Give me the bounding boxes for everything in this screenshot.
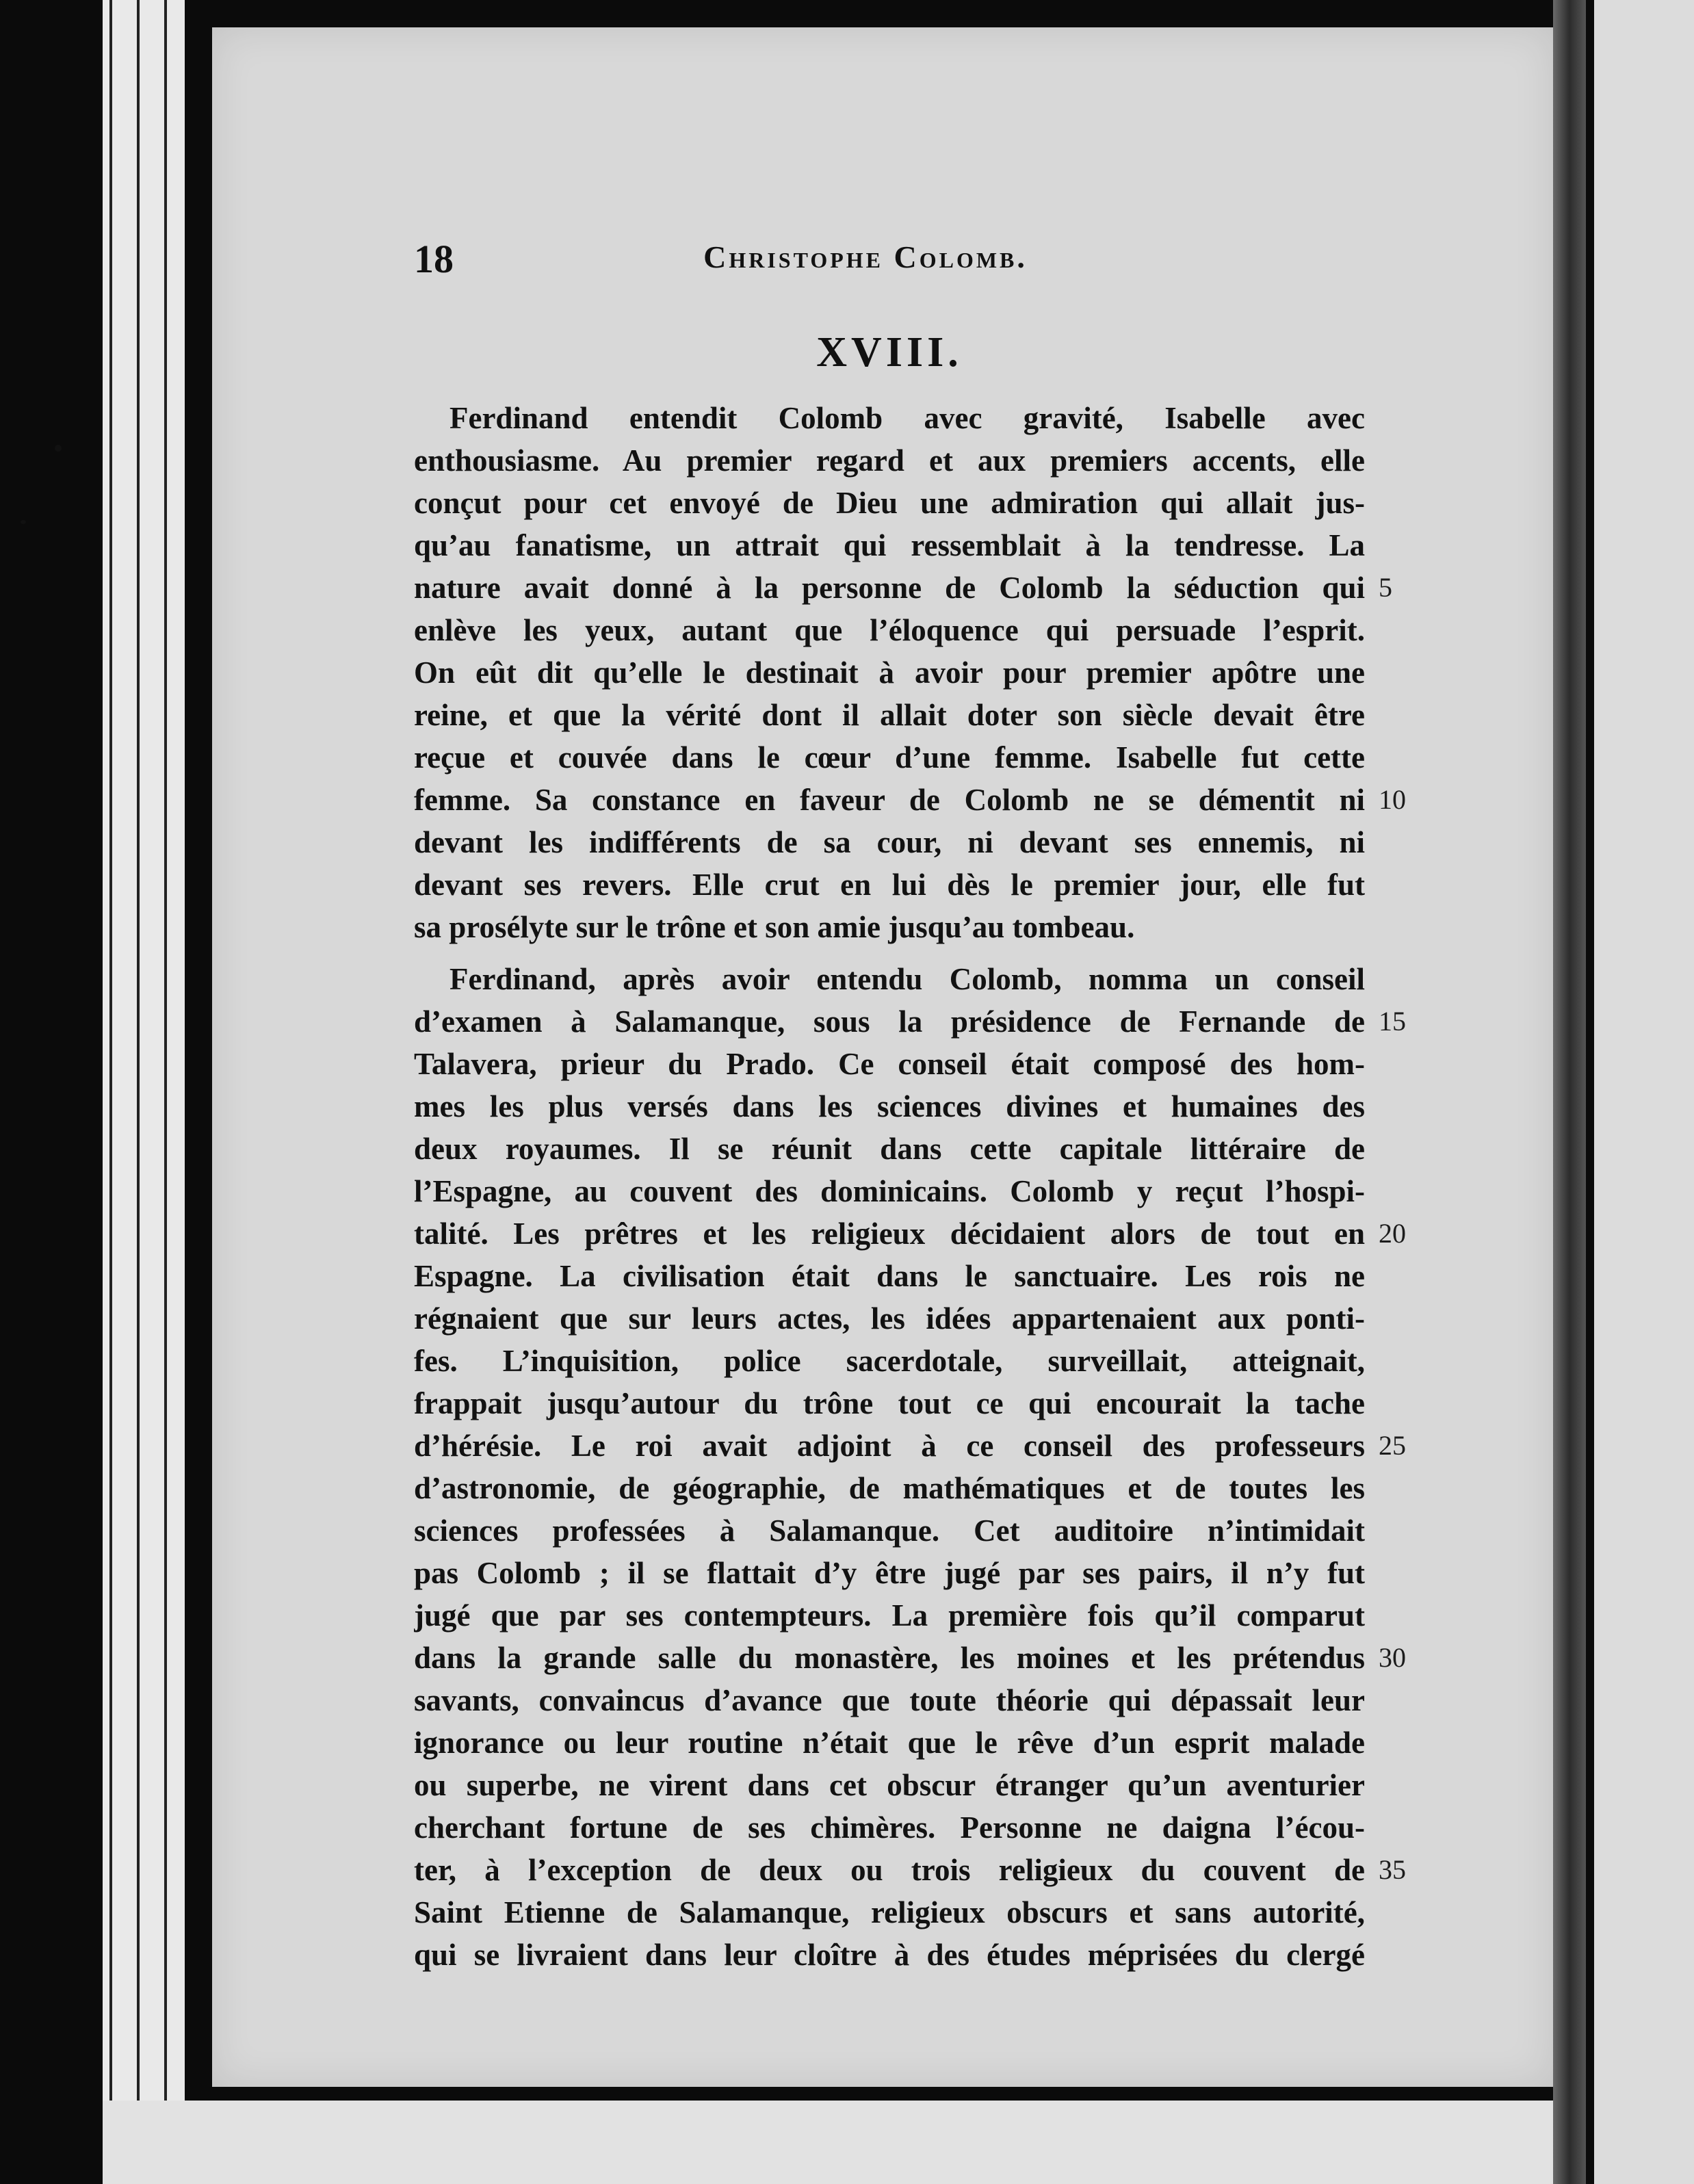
text-line: d’hérésie. Le roi avait adjoint à ce conseil des professeurs [414, 1429, 1365, 1463]
scan-edge-line [137, 0, 140, 2184]
running-title: Christophe Colomb. [703, 239, 1028, 274]
text-line: reçue et couvée dans le cœur d’une femme. Isabelle fut cette [414, 740, 1365, 775]
scan-edge-line [109, 0, 112, 2184]
line-number: 35 [1379, 1854, 1406, 1885]
text-line: mes les plus versés dans les sciences divines et humaines des [414, 1089, 1365, 1123]
text-line: fes. L’inquisition, police sacerdotale, surveillait, atteignait, [414, 1344, 1365, 1378]
text-line: jugé que par ses contempteurs. La première fois qu’il comparut [414, 1598, 1365, 1633]
chapter-heading: XVIII. [816, 329, 963, 376]
facing-page-edge [1594, 0, 1694, 2184]
line-number: 15 [1379, 1006, 1406, 1037]
text-line: devant ses revers. Elle crut en lui dès le premier jour, elle fut [414, 868, 1365, 902]
text-line: pas Colomb ; il se flattait d’y être jugé par ses pairs, il n’y fut [414, 1556, 1365, 1590]
text-line: d’astronomie, de géographie, de mathématiques et de toutes les [414, 1471, 1365, 1505]
text-line: reine, et que la vérité dont il allait doter son siècle devait être [414, 698, 1365, 732]
text-line: nature avait donné à la personne de Colomb la séduction qui [414, 571, 1365, 605]
text-line: enlève les yeux, autant que l’éloquence qui persuade l’esprit. [414, 613, 1365, 647]
text-line: Espagne. La civilisation était dans le sanctuaire. Les rois ne [414, 1259, 1365, 1293]
text-line: savants, convaincus d’avance que toute théorie qui dépassait leur [414, 1683, 1365, 1717]
text-line: ou superbe, ne virent dans cet obscur étranger qu’un aventurier [414, 1768, 1365, 1802]
text-line: qu’au fanatisme, un attrait qui ressemblait à la tendresse. La [414, 528, 1365, 562]
text-line: On eût dit qu’elle le destinait à avoir pour premier apôtre une [414, 655, 1365, 690]
line-number: 20 [1379, 1218, 1406, 1249]
text-line: sciences professées à Salamanque. Cet auditoire n’intimidait [414, 1513, 1365, 1548]
page-number: 18 [414, 237, 454, 281]
line-number: 5 [1379, 572, 1392, 603]
text-line: ignorance ou leur routine n’était que le rêve d’un esprit malade [414, 1726, 1365, 1760]
text-line: cherchant fortune de ses chimères. Personne ne daigna l’écou- [414, 1810, 1365, 1845]
text-line: Ferdinand entendit Colomb avec gravité, Isabelle avec [449, 401, 1365, 435]
text-line: régnaient que sur leurs actes, les idées appartenaient aux ponti- [414, 1301, 1365, 1336]
text-line: sa prosélyte sur le trône et son amie jusqu’au tombeau. [414, 910, 1135, 944]
text-line: enthousiasme. Au premier regard et aux premiers accents, elle [414, 443, 1365, 478]
scan-bottom-margin [103, 2101, 1553, 2184]
text-line: Saint Etienne de Salamanque, religieux obscurs et sans autorité, [414, 1895, 1365, 1929]
text-line: d’examen à Salamanque, sous la présidence de Fernande de [414, 1004, 1365, 1039]
text-line: dans la grande salle du monastère, les moines et les prétendus [414, 1641, 1365, 1675]
text-line: talité. Les prêtres et les religieux décidaient alors de tout en [414, 1217, 1365, 1251]
text-line: frappait jusqu’autour du trône tout ce qui encourait la tache [414, 1386, 1365, 1420]
running-head [414, 236, 1317, 291]
line-number: 30 [1379, 1642, 1406, 1673]
scan-edge-line [164, 0, 167, 2184]
text-line: conçut pour cet envoyé de Dieu une admiration qui allait jus- [414, 486, 1365, 520]
line-number: 10 [1379, 784, 1406, 815]
text-line: femme. Sa constance en faveur de Colomb ne se démentit ni [414, 783, 1365, 817]
text-line: devant les indifférents de sa cour, ni devant ses ennemis, ni [414, 825, 1365, 859]
book-gutter [1553, 0, 1586, 2184]
text-line: qui se livraient dans leur cloître à des études méprisées du clergé [414, 1938, 1365, 1972]
text-line: Ferdinand, après avoir entendu Colomb, nomma un conseil [449, 962, 1365, 996]
text-line: deux royaumes. Il se réunit dans cette capitale littéraire de [414, 1132, 1365, 1166]
text-line: l’Espagne, au couvent des dominicains. Colomb y reçut l’hospi- [414, 1174, 1365, 1208]
text-line: Talavera, prieur du Prado. Ce conseil était composé des hom- [414, 1047, 1365, 1081]
line-number: 25 [1379, 1430, 1406, 1461]
scan-left-margin [103, 0, 185, 2184]
text-line: ter, à l’exception de deux ou trois religieux du couvent de [414, 1853, 1365, 1887]
